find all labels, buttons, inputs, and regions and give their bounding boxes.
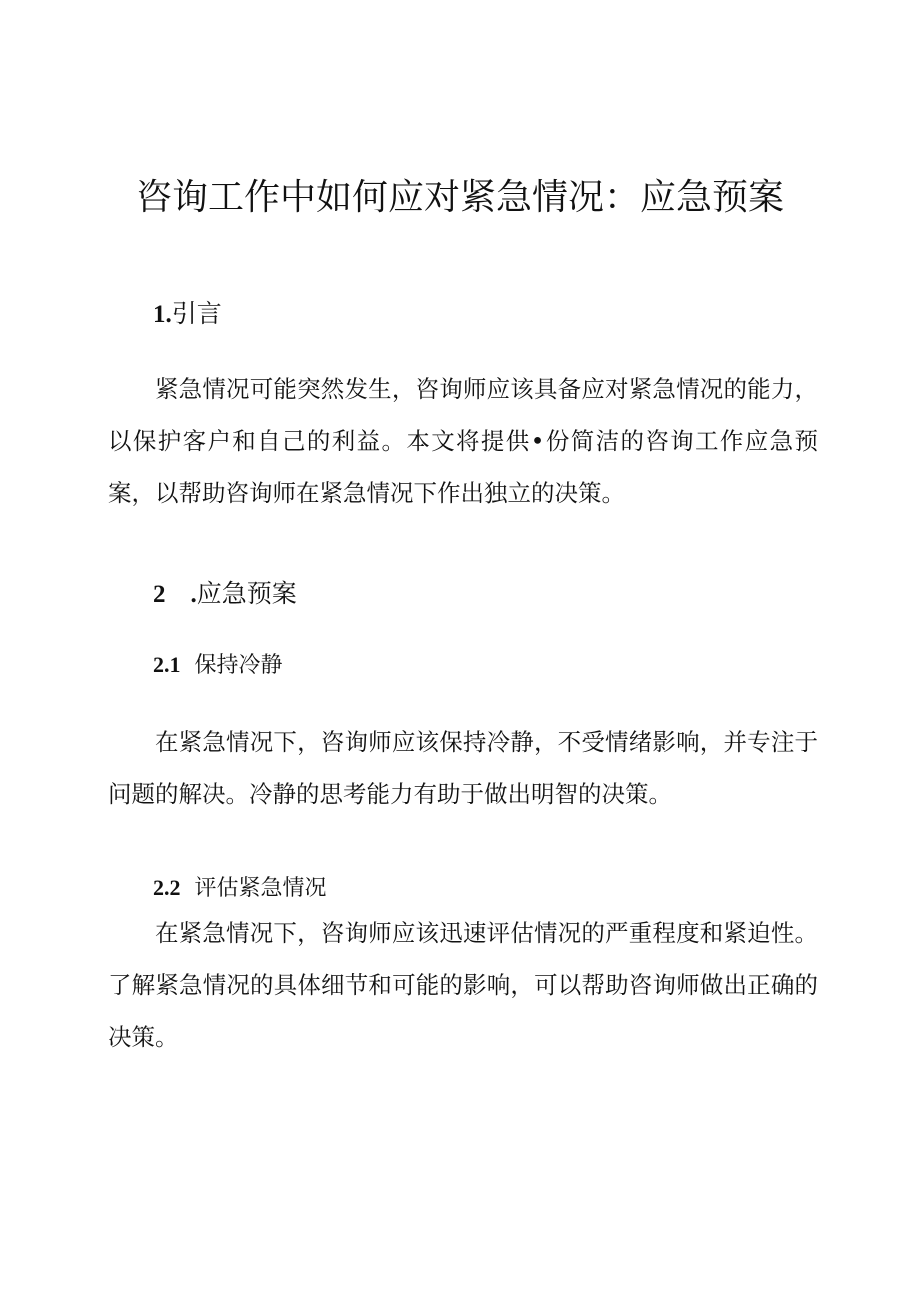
section-2-number: 2 . (153, 581, 197, 608)
subsection-2-1-paragraph: 在紧急情况下，咨询师应该保持冷静，不受情绪影响，并专注于问题的解决。冷静的思考能力有助于做出明智的决策。 (108, 728, 818, 808)
section-1-paragraph: 紧急情况可能突然发生，咨询师应该具备应对紧急情况的能力，以保护客户和自己的利益。本文将提供•份简洁的咨询工作应急预案，以帮助咨询师在紧急情况下作出独立的决策。 (108, 375, 818, 507)
subsection-2-1-heading (153, 649, 283, 682)
subsection-2-2-title: 评估紧急情况 (194, 876, 327, 901)
subsection-2-2-paragraph: 在紧急情况下，咨询师应该迅速评估情况的严重程度和紧迫性。了解紧急情况的具体细节和可能的影响，可以帮助咨询师做出正确的决策。 (108, 919, 818, 1051)
section-2-title: 应急预案 (196, 579, 297, 608)
section-1-number: 1. (153, 301, 172, 328)
document-title: 咨询工作中如何应对紧急情况：应急预案 (135, 177, 784, 218)
subsection-2-2-heading (153, 872, 327, 905)
section-1-heading (153, 296, 222, 333)
section-1-title: 引言 (171, 299, 222, 328)
subsection-2-1-title: 保持冷静 (194, 653, 283, 678)
subsection-2-1-number: 2.1 (153, 652, 181, 677)
section-2-heading (153, 576, 297, 613)
subsection-2-2-number: 2.2 (153, 875, 181, 900)
